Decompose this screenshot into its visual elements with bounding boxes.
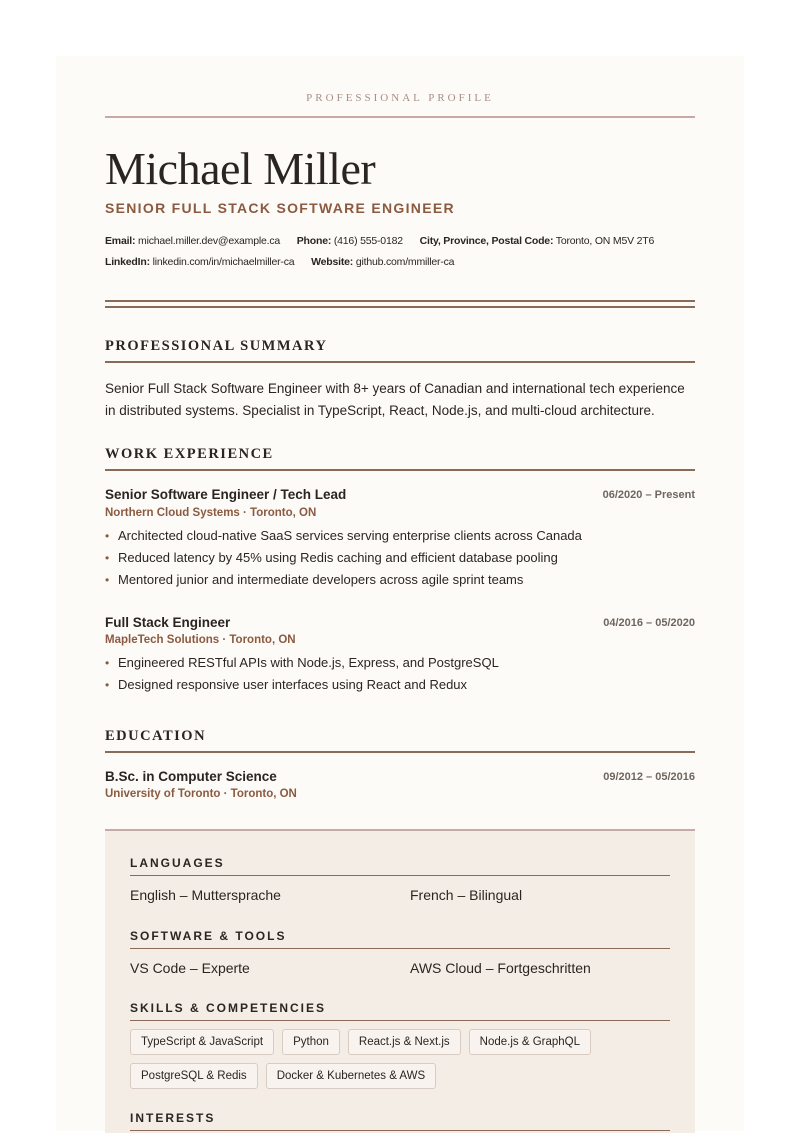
job-entry bbox=[105, 615, 695, 696]
contact-linkedin[interactable]: LinkedIn: linkedin.com/in/michaelmiller-ca bbox=[105, 256, 295, 268]
resume-page bbox=[56, 56, 744, 1131]
top-divider bbox=[105, 116, 695, 118]
contact-website[interactable]: Website: github.com/mmiller-ca bbox=[311, 256, 455, 268]
skill-chip: TypeScript & JavaScript bbox=[130, 1029, 274, 1055]
skill-chip: Docker & Kubernetes & AWS bbox=[266, 1063, 437, 1089]
skill-chip: Python bbox=[282, 1029, 340, 1055]
interests-heading: INTERESTS bbox=[130, 1111, 216, 1125]
degree-title: B.Sc. in Computer Science bbox=[105, 769, 277, 784]
candidate-title: SENIOR FULL STACK SOFTWARE ENGINEER bbox=[105, 200, 455, 216]
skill-chip: React.js & Next.js bbox=[348, 1029, 461, 1055]
contact-location: City, Province, Postal Code: Toronto, ON M5V 2T6 bbox=[419, 235, 655, 247]
job-title: Full Stack Engineer bbox=[105, 615, 231, 630]
job-bullets bbox=[105, 652, 695, 696]
eyebrow-label: PROFESSIONAL PROFILE bbox=[306, 92, 494, 104]
job-bullet: • Architected cloud-native SaaS services serving enterprise clients across Canada bbox=[105, 525, 695, 547]
contact-phone[interactable]: Phone: (416) 555-0182 bbox=[296, 235, 403, 247]
additional-info-panel bbox=[105, 829, 695, 1133]
contact-email[interactable]: Email: michael.miller.dev@example.ca bbox=[105, 235, 281, 247]
experience-divider bbox=[105, 469, 695, 471]
tool-item: VS Code – Experte bbox=[130, 960, 250, 976]
header-double-divider bbox=[105, 300, 695, 308]
job-bullet: • Designed responsive user interfaces using React and Redux bbox=[105, 674, 695, 696]
job-company: MapleTech Solutions · Toronto, ON bbox=[105, 634, 296, 646]
skill-chip: Node.js & GraphQL bbox=[469, 1029, 591, 1055]
tools-heading: SOFTWARE & TOOLS bbox=[130, 929, 287, 943]
job-entry bbox=[105, 487, 695, 591]
skills-divider bbox=[130, 1020, 670, 1021]
education-entry bbox=[105, 769, 695, 800]
skills-chips bbox=[130, 1029, 670, 1089]
education-school: University of Toronto · Toronto, ON bbox=[105, 788, 297, 800]
job-company: Northern Cloud Systems · Toronto, ON bbox=[105, 507, 317, 519]
contact-line-2 bbox=[105, 256, 695, 268]
summary-text: Senior Full Stack Software Engineer with 8+ years of Canadian and international tech experience in distributed systems. Specialist in TypeScript, React, Node.js, and multi-cloud architecture. bbox=[105, 381, 685, 418]
job-date: 06/2020 – Present bbox=[602, 489, 695, 501]
experience-heading: WORK EXPERIENCE bbox=[105, 446, 274, 462]
education-heading: EDUCATION bbox=[105, 728, 207, 744]
languages-divider bbox=[130, 875, 670, 876]
language-item: English – Muttersprache bbox=[130, 887, 281, 903]
summary-divider bbox=[105, 361, 695, 363]
job-date: 04/2016 – 05/2020 bbox=[603, 617, 695, 629]
job-bullet: • Mentored junior and intermediate developers across agile sprint teams bbox=[105, 569, 695, 591]
skill-chip: PostgreSQL & Redis bbox=[130, 1063, 258, 1089]
tools-divider bbox=[130, 948, 670, 949]
job-bullet: • Reduced latency by 45% using Redis caching and efficient database pooling bbox=[105, 547, 695, 569]
tool-item: AWS Cloud – Fortgeschritten bbox=[410, 960, 591, 976]
contact-line-1 bbox=[105, 235, 695, 247]
language-item: French – Bilingual bbox=[410, 887, 523, 903]
job-bullet: • Engineered RESTful APIs with Node.js, Express, and PostgreSQL bbox=[105, 652, 695, 674]
education-divider bbox=[105, 751, 695, 753]
skills-heading: SKILLS & COMPETENCIES bbox=[130, 1001, 327, 1015]
summary-heading: PROFESSIONAL SUMMARY bbox=[105, 338, 328, 354]
languages-heading: LANGUAGES bbox=[130, 856, 225, 870]
job-bullets bbox=[105, 525, 695, 591]
education-date: 09/2012 – 05/2016 bbox=[603, 771, 695, 783]
candidate-name: Michael Miller bbox=[105, 143, 376, 194]
job-title: Senior Software Engineer / Tech Lead bbox=[105, 487, 347, 502]
